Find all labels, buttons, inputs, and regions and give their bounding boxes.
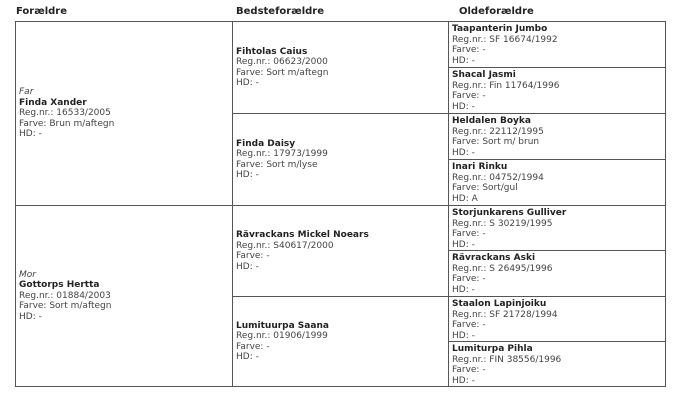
parent-name: Gottorps Hertta xyxy=(19,280,100,291)
parent-reg: Reg.nr.: 16533/2005 xyxy=(19,108,111,119)
parent-role: Mor xyxy=(19,269,36,280)
great-grandparent-cell xyxy=(449,206,665,252)
parent-reg: Reg.nr.: 01884/2003 xyxy=(19,290,111,301)
great-grandparent-color: Farve: - xyxy=(452,91,486,101)
great-grandparent-name: Lumiturpa Pihla xyxy=(452,344,533,354)
header-parents: Forældre xyxy=(16,6,68,17)
parents-column xyxy=(15,21,233,387)
great-grandparent-reg: Reg.nr.: 04752/1994 xyxy=(452,172,544,183)
great-grandparent-name: Storjunkarens Gulliver xyxy=(452,208,567,218)
header-great-grandparents: Oldeforældre xyxy=(459,6,534,17)
great-grandparent-reg: Reg.nr.: S 30219/1995 xyxy=(452,218,553,229)
great-grandparent-name: Shacal Jasmi xyxy=(452,70,516,80)
great-grandparent-cell xyxy=(449,342,665,386)
header-grandparents: Bedsteforældre xyxy=(236,6,325,17)
grandparent-color: Farve: Sort m/aftegn xyxy=(236,67,329,78)
grandparent-cell xyxy=(233,114,448,205)
great-grandparent-hd: HD: - xyxy=(452,55,475,66)
grandparents-column xyxy=(232,21,449,387)
parent-sire-cell xyxy=(16,22,232,205)
great-grandparent-name: Heldalen Boyka xyxy=(452,116,531,126)
grandparent-hd: HD: - xyxy=(236,78,259,88)
great-grandparent-cell xyxy=(449,68,665,114)
great-grandparent-hd: HD: - xyxy=(452,375,475,386)
grandparent-name: Fihtolas Caius xyxy=(236,46,308,57)
great-grandparent-reg: Reg.nr.: 22112/1995 xyxy=(452,126,544,137)
grandparent-hd: HD: - xyxy=(236,352,259,362)
parent-hd: HD: - xyxy=(19,311,42,322)
great-grandparent-reg: Reg.nr.: SF 16674/1992 xyxy=(452,34,558,45)
parent-hd: HD: - xyxy=(19,129,42,140)
grandparent-name: Lumituurpa Saana xyxy=(236,320,329,331)
parent-color: Farve: Sort m/aftegn xyxy=(19,301,112,312)
great-grandparent-color: Farve: Sort/gul xyxy=(452,183,518,193)
grandparent-name: Rävrackans Mickel Noears xyxy=(236,230,369,240)
great-grandparent-cell xyxy=(449,160,665,206)
great-grandparent-hd: HD: - xyxy=(452,330,475,341)
grandparent-hd: HD: - xyxy=(236,261,259,272)
great-grandparent-reg: Reg.nr.: SF 21728/1994 xyxy=(452,309,558,320)
great-grandparent-color: Farve: - xyxy=(452,320,486,330)
great-grandparent-color: Farve: - xyxy=(452,365,486,375)
grandparent-color: Farve: Sort m/lyse xyxy=(236,159,318,170)
great-grandparent-hd: HD: - xyxy=(452,239,475,250)
grandparent-reg: Reg.nr.: S40617/2000 xyxy=(236,240,334,251)
great-grandparent-hd: HD: - xyxy=(452,147,475,158)
parent-color: Farve: Brun m/aftegn xyxy=(19,118,115,129)
great-grandparent-cell xyxy=(449,251,665,297)
great-grandparent-reg: Reg.nr.: S 26495/1996 xyxy=(452,263,553,274)
grandparent-cell xyxy=(233,297,448,386)
grandparent-cell xyxy=(233,206,448,296)
grandparent-hd: HD: - xyxy=(236,170,259,180)
grandparent-cell xyxy=(233,22,448,113)
great-grandparent-color: Farve: - xyxy=(452,229,486,239)
great-grandparent-color: Farve: - xyxy=(452,274,486,284)
great-grandparent-cell xyxy=(449,297,665,342)
great-grandparent-color: Farve: Sort m/ brun xyxy=(452,137,540,147)
great-grandparent-reg: Reg.nr.: FIN 38556/1996 xyxy=(452,354,562,365)
parent-role: Far xyxy=(19,87,34,98)
great-grandparent-name: Rävrackans Aski xyxy=(452,253,536,263)
great-grandparent-color: Farve: - xyxy=(452,45,486,55)
great-grandparent-cell xyxy=(449,22,665,68)
grandparent-name: Finda Daisy xyxy=(236,138,296,149)
grandparent-reg: Reg.nr.: 06623/2000 xyxy=(236,57,328,67)
great-grandparent-hd: HD: - xyxy=(452,101,475,112)
great-grandparent-cell xyxy=(449,114,665,160)
great-grandparent-name: Taapanterin Jumbo xyxy=(452,24,548,34)
parent-name: Finda Xander xyxy=(19,97,87,108)
grandparent-reg: Reg.nr.: 01906/1999 xyxy=(236,331,328,341)
great-grandparent-hd: HD: A xyxy=(452,193,478,204)
great-grandparents-column xyxy=(448,21,666,387)
grandparent-color: Farve: - xyxy=(236,251,270,261)
grandparent-reg: Reg.nr.: 17973/1999 xyxy=(236,149,328,159)
grandparent-color: Farve: - xyxy=(236,341,270,352)
parent-dam-cell xyxy=(16,206,232,386)
great-grandparent-name: Inari Rinku xyxy=(452,162,508,172)
great-grandparent-name: Staalon Lapinjoiku xyxy=(452,299,547,309)
great-grandparent-reg: Reg.nr.: Fin 11764/1996 xyxy=(452,80,560,91)
great-grandparent-hd: HD: - xyxy=(452,284,475,295)
